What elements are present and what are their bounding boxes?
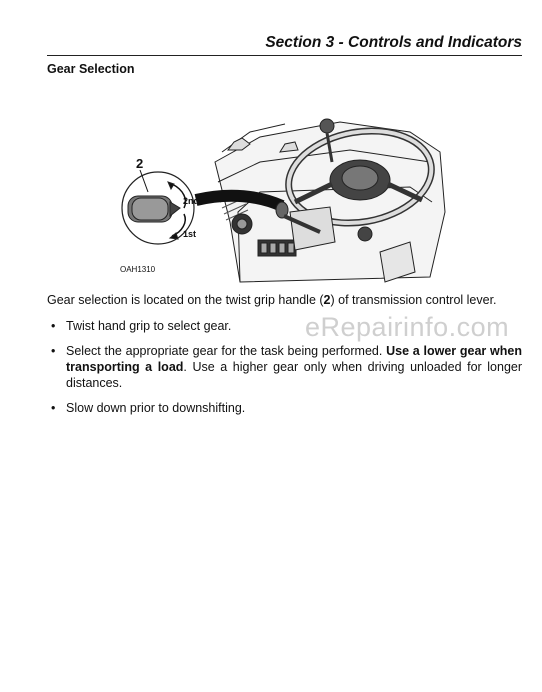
gear-down-label: 1st xyxy=(183,229,197,239)
callout-number: 2 xyxy=(136,156,144,171)
intro-paragraph xyxy=(47,292,522,308)
bullet-icon: • xyxy=(51,344,56,358)
figure-id: OAH1310 xyxy=(120,265,156,274)
subsection-heading: Gear Selection xyxy=(47,62,135,76)
list-item xyxy=(47,318,522,334)
list-item-text: Slow down prior to downshifting. xyxy=(66,401,246,415)
list-item-text: Select the appropriate gear for the task being performed. xyxy=(66,344,387,358)
bullet-icon: • xyxy=(51,401,56,415)
list-item-text-end: . Use a higher gear only when driving unloaded for longer distances. xyxy=(66,360,523,390)
bullet-icon: • xyxy=(51,319,56,333)
gear-selection-illustration xyxy=(110,92,460,292)
intro-text-end: ) of transmission control lever. xyxy=(330,293,497,307)
body-content xyxy=(47,292,522,425)
instruction-list xyxy=(47,318,522,416)
gear-up-label: 2nd xyxy=(183,196,200,206)
list-item-emphasis: Use a lower gear when transporting a load xyxy=(66,344,522,374)
intro-callout-ref: 2 xyxy=(323,293,331,307)
header-divider xyxy=(47,55,522,56)
intro-text-start: Gear selection is located on the twist grip handle ( xyxy=(47,293,324,307)
list-item-text: Twist hand grip to select gear. xyxy=(66,319,232,333)
watermark: eRepairinfo.com xyxy=(305,312,510,342)
list-item xyxy=(47,343,522,391)
list-item xyxy=(47,400,522,416)
section-title: Section 3 - Controls and Indicators xyxy=(265,34,522,51)
